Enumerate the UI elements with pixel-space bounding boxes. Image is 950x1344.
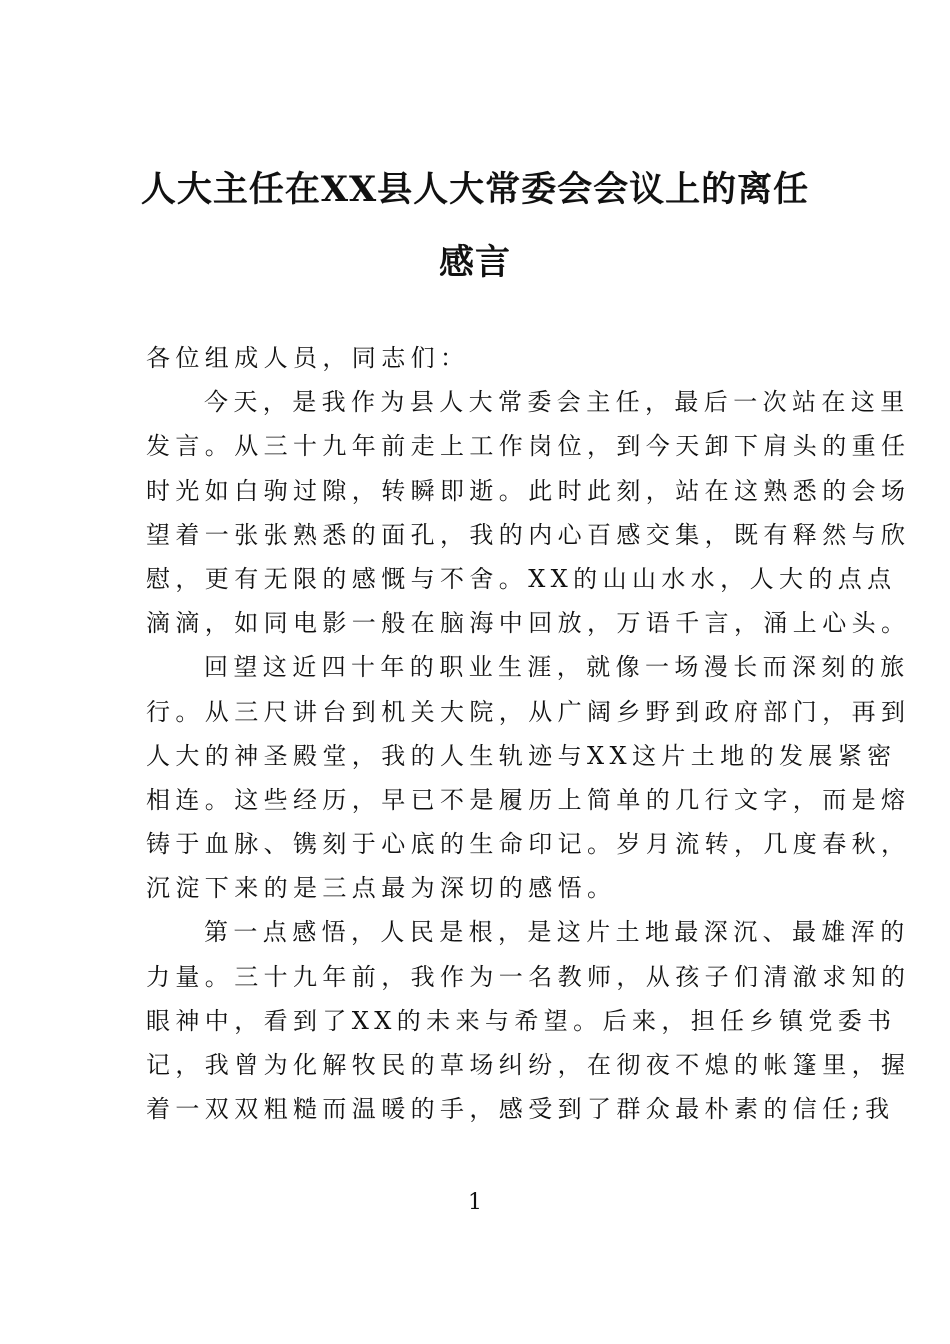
document-body: [146, 336, 911, 1131]
paragraph-line: 第一点感悟，人民是根，是这片土地最深沉、最雄浑的: [204, 918, 910, 947]
paragraphs: [146, 380, 911, 1131]
paragraph-line: 时光如白驹过隙，转瞬即逝。此时此刻，站在这熟悉的会场: [146, 476, 911, 505]
paragraph-line: 回望这近四十年的职业生涯，就像一场漫长而深刻的旅: [204, 653, 910, 682]
greeting: 各位组成人员，同志们：: [146, 344, 470, 372]
paragraph-line: 相连。这些经历，早已不是履历上简单的几行文字，而是熔: [146, 785, 911, 814]
paragraph-line: 着一双双粗糙而温暖的手，感受到了群众最朴素的信任;我: [146, 1095, 895, 1124]
document-title-line-2: 感言: [438, 242, 511, 283]
paragraph-line: 慰，更有无限的感慨与不舍。XX的山山水水，人大的点点: [146, 564, 897, 593]
paragraph: [146, 380, 911, 645]
paragraph-line: 发言。从三十九年前走上工作岗位，到今天卸下肩头的重任: [146, 432, 911, 461]
paragraph-line: 行。从三尺讲台到机关大院，从广阔乡野到政府部门，再到: [146, 697, 911, 726]
paragraph-line: 今天，是我作为县人大常委会主任，最后一次站在这里: [204, 388, 910, 417]
paragraph: [146, 910, 911, 1131]
page-number: 1: [468, 1190, 482, 1215]
paragraph-line: 望着一张张熟悉的面孔，我的内心百感交集，既有释然与欣: [146, 520, 911, 549]
document-title-line-1: 人大主任在XX县人大常委会会议上的离任: [140, 169, 810, 210]
paragraph-line: 眼神中，看到了XX的未来与希望。后来，担任乡镇党委书: [146, 1006, 897, 1035]
paragraph: [146, 645, 911, 910]
paragraph-line: 力量。三十九年前，我作为一名教师，从孩子们清澈求知的: [146, 962, 911, 991]
paragraph-line: 铸于血脉、镌刻于心底的生命印记。岁月流转，几度春秋，: [146, 830, 911, 859]
paragraph-line: 滴滴，如同电影一般在脑海中回放，万语千言，涌上心头。: [146, 609, 911, 638]
paragraph-line: 沉淀下来的是三点最为深切的感悟。: [146, 874, 617, 903]
paragraph-line: 人大的神圣殿堂，我的人生轨迹与XX这片土地的发展紧密: [146, 741, 897, 770]
paragraph-line: 记，我曾为化解牧民的草场纠纷，在彻夜不熄的帐篷里，握: [146, 1051, 911, 1079]
